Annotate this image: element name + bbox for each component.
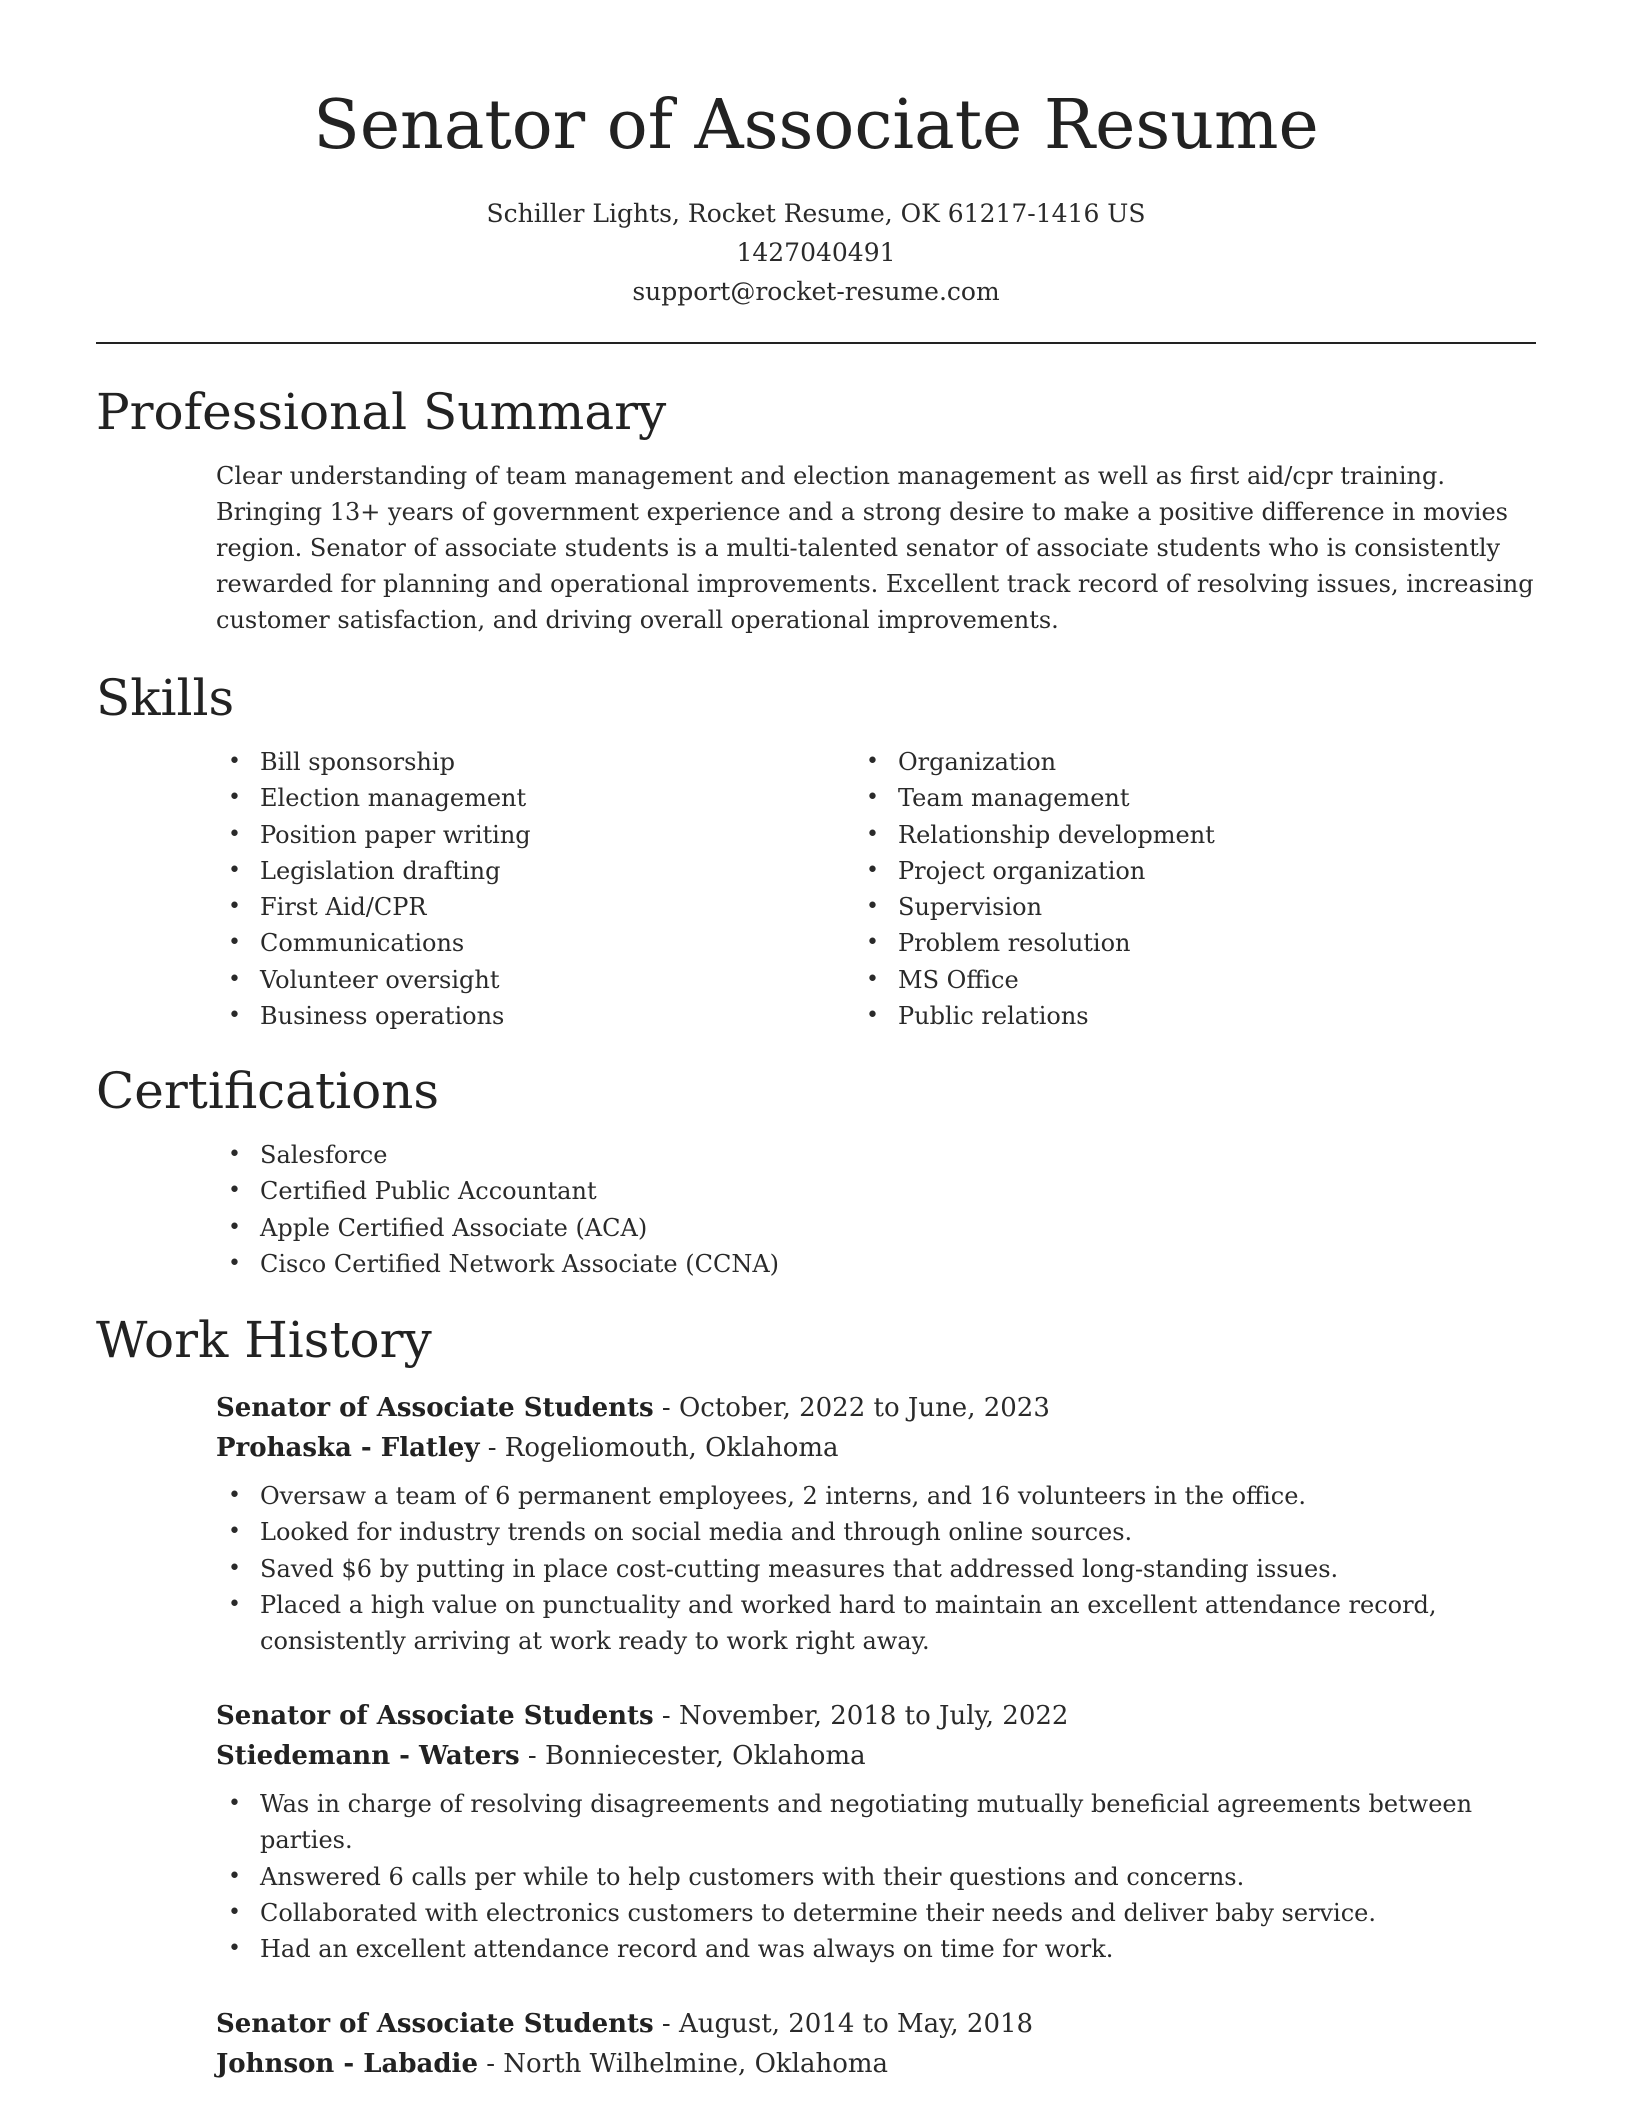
list-item: • Organization xyxy=(898,744,1536,780)
job-company-line xyxy=(216,1428,1632,1468)
list-item: • Saved $6 by putting in place cost-cutting measures that addressed long-standing issues. xyxy=(260,1551,1530,1587)
list-item: • Position paper writing xyxy=(260,817,898,853)
summary-text: Clear understanding of team management and election management as well as first aid/cpr training. Bringing 13+ years of government experience and a strong desire to make a positive difference in movies region. Senator of associate students is a multi-talented senator of associate students who is consistently rewarded for planning and operational improvements. Excellent track record of resolving issues, increasing customer satisfaction, and driving overall operational improvements. xyxy=(216,462,1534,634)
job-company: Prohaska - Flatley xyxy=(216,1433,480,1463)
job-company-line xyxy=(216,1736,1632,1776)
resume-header xyxy=(0,0,1632,311)
list-item: • Oversaw a team of 6 permanent employees, 2 interns, and 16 volunteers in the office. xyxy=(260,1478,1530,1514)
job-title: Senator of Associate Students xyxy=(216,2009,654,2039)
list-item: • Business operations xyxy=(260,998,898,1034)
list-item: • Looked for industry trends on social media and through online sources. xyxy=(260,1514,1530,1550)
list-item: • Apple Certified Associate (ACA) xyxy=(260,1210,1536,1246)
section-title-certifications: Certifications xyxy=(96,1062,440,1120)
contact-info xyxy=(0,194,1632,311)
skills-section xyxy=(96,668,1536,1034)
list-item: • Relationship development xyxy=(898,817,1536,853)
job-entry xyxy=(96,1696,1632,1967)
job-entry xyxy=(96,1388,1632,1659)
resume-name: Senator of Associate Resume xyxy=(313,86,1319,165)
header-divider xyxy=(96,342,1536,344)
address: Schiller Lights, Rocket Resume, OK 61217-1416 US xyxy=(486,199,1146,228)
job-company: Johnson - Labadie xyxy=(216,2049,478,2079)
job-dates: - October, 2022 to June, 2023 xyxy=(653,1393,1050,1423)
skills-list-left xyxy=(260,744,898,1034)
certifications-list xyxy=(96,1137,1536,1282)
list-item: • Election management xyxy=(260,780,898,816)
section-title-work-history: Work History xyxy=(96,1311,432,1369)
job-title: Senator of Associate Students xyxy=(216,1701,654,1731)
list-item: • Had an excellent attendance record and was always on time for work. xyxy=(260,1931,1530,1967)
list-item: • Legislation drafting xyxy=(260,853,898,889)
job-company-line xyxy=(216,2044,1632,2084)
skills-columns xyxy=(96,744,1536,1034)
list-item: • Answered 6 calls per while to help customers with their questions and concerns. xyxy=(260,1859,1530,1895)
job-company: Stiedemann - Waters xyxy=(216,1741,520,1771)
list-item: • MS Office xyxy=(898,962,1536,998)
job-dates: - August, 2014 to May, 2018 xyxy=(653,2009,1034,2039)
job-title: Senator of Associate Students xyxy=(216,1393,654,1423)
job-bullets xyxy=(216,1478,1530,1659)
summary-section xyxy=(96,382,1536,638)
job-location: - North Wilhelmine, Oklahoma xyxy=(477,2049,889,2079)
phone: 1427040491 xyxy=(736,238,896,267)
list-item: • Supervision xyxy=(898,889,1536,925)
section-title-skills: Skills xyxy=(96,669,235,727)
job-entry xyxy=(96,2004,1632,2084)
skills-list-right xyxy=(898,744,1536,1034)
list-item: • Project organization xyxy=(898,853,1536,889)
job-title-line xyxy=(216,2004,1632,2044)
job-location: - Rogeliomouth, Oklahoma xyxy=(479,1433,839,1463)
certifications-section xyxy=(96,1061,1536,1282)
list-item: • Team management xyxy=(898,780,1536,816)
list-item: • Bill sponsorship xyxy=(260,744,898,780)
section-title-summary: Professional Summary xyxy=(96,383,667,441)
job-dates: - November, 2018 to July, 2022 xyxy=(653,1701,1069,1731)
list-item: • First Aid/CPR xyxy=(260,889,898,925)
list-item: • Collaborated with electronics customers to determine their needs and deliver baby service. xyxy=(260,1895,1530,1931)
job-title-line xyxy=(216,1696,1632,1736)
work-history-section xyxy=(96,1310,1536,1370)
list-item: • Cisco Certified Network Associate (CCNA) xyxy=(260,1246,1536,1282)
list-item: • Certified Public Accountant xyxy=(260,1173,1536,1209)
list-item: • Communications xyxy=(260,925,898,961)
list-item: • Placed a high value on punctuality and worked hard to maintain an excellent attendance record, consistently arriving at work ready to work right away. xyxy=(260,1587,1530,1660)
list-item: • Problem resolution xyxy=(898,925,1536,961)
list-item: • Volunteer oversight xyxy=(260,962,898,998)
email: support@rocket-resume.com xyxy=(632,277,1000,306)
job-title-line xyxy=(216,1388,1632,1428)
job-location: - Bonniecester, Oklahoma xyxy=(519,1741,866,1771)
list-item: • Was in charge of resolving disagreements and negotiating mutually beneficial agreements between parties. xyxy=(260,1786,1530,1859)
job-bullets xyxy=(216,1786,1530,1967)
list-item: • Salesforce xyxy=(260,1137,1536,1173)
list-item: • Public relations xyxy=(898,998,1536,1034)
